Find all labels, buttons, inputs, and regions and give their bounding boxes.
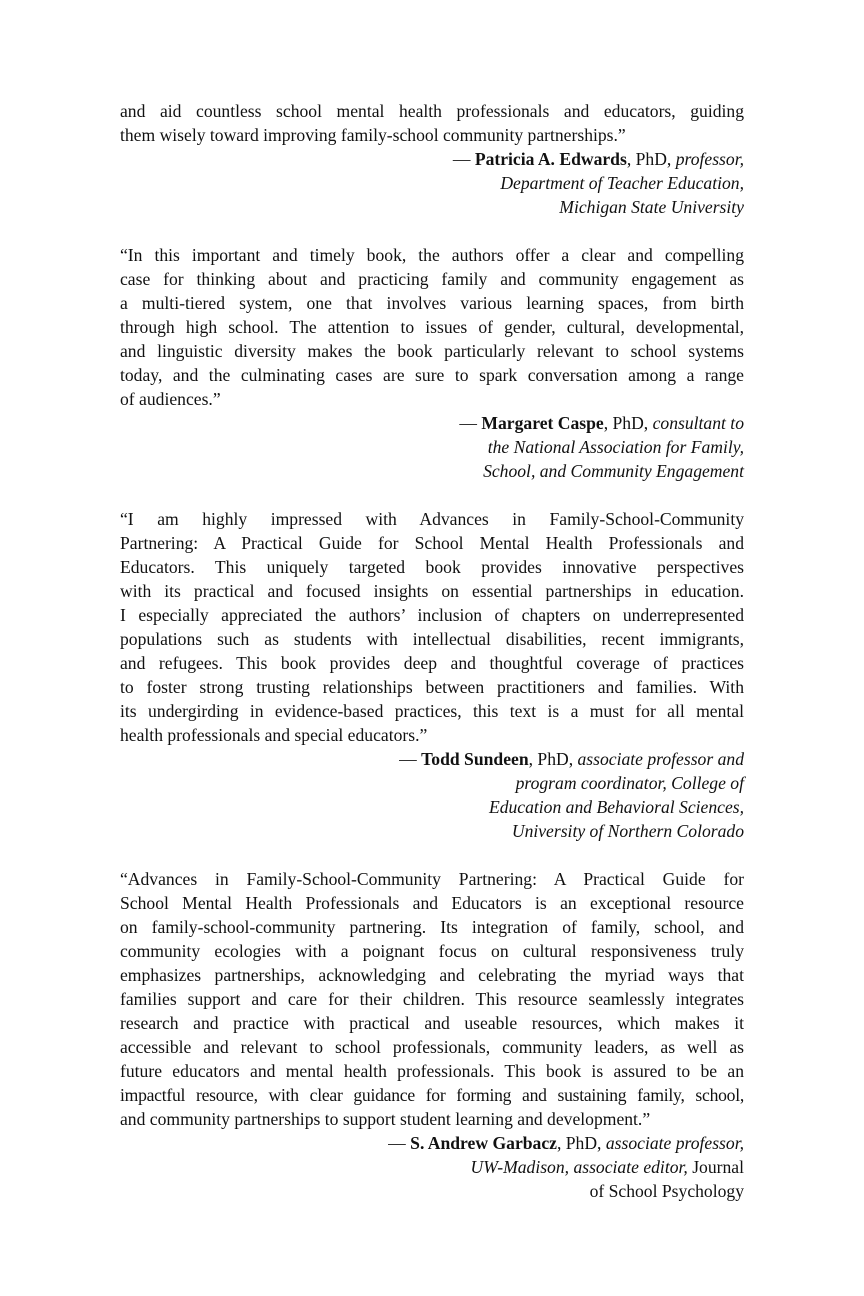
author-name: Todd Sundeen	[421, 749, 529, 769]
blurb-paragraph	[120, 99, 744, 147]
em-dash: —	[399, 749, 422, 769]
paragraph-line: and refugees. This book provides deep and thoughtful coverage of practices	[120, 653, 744, 673]
paragraph-line: “I am highly impressed with Advances in Family-School-Community	[120, 509, 744, 529]
blurb-margaret-caspe	[120, 243, 744, 483]
paragraph-line: today, and the culminating cases are sure to spark conversation among a range	[120, 365, 744, 385]
em-dash: —	[388, 1133, 411, 1153]
paragraph-line: future educators and mental health professionals. This book is assured to be an	[120, 1061, 744, 1081]
paragraph-line: with its practical and focused insights on essential partnerships in education.	[120, 581, 744, 601]
attribution-line	[120, 459, 744, 483]
author-title: associate professor,	[605, 1133, 744, 1153]
author-title: associate professor and	[577, 749, 744, 769]
paragraph-line: School Mental Health Professionals and Educators is an exceptional resource	[120, 893, 744, 913]
paragraph-line: them wisely toward improving family-school community partnerships.”	[120, 125, 626, 145]
paragraph-line: Partnering: A Practical Guide for School Mental Health Professionals and	[120, 533, 744, 553]
author-name: S. Andrew Garbacz	[410, 1133, 557, 1153]
attribution-line	[120, 1155, 744, 1179]
paragraph-line: on family-school-community partnering. Its integration of family, school, and	[120, 917, 744, 937]
author-title: consultant to	[652, 413, 744, 433]
attribution	[120, 411, 744, 435]
paragraph-line: community ecologies with a poignant focus on cultural responsiveness truly	[120, 941, 744, 961]
em-dash: —	[452, 149, 475, 169]
attribution	[120, 1131, 744, 1155]
paragraph-line: case for thinking about and practicing family and community engagement as	[120, 269, 744, 289]
blurb-paragraph	[120, 867, 744, 1131]
author-name: Patricia A. Edwards	[474, 149, 627, 169]
paragraph-line: to foster strong trusting relationships between practitioners and families. With	[120, 677, 744, 697]
author-affiliation: Department of Teacher Education,	[500, 173, 744, 193]
attribution-line	[120, 435, 744, 459]
author-affiliation: School, and Community Engagement	[483, 461, 744, 481]
attribution	[120, 747, 744, 771]
paragraph-line: its undergirding in evidence-based practices, this text is a must for all mental	[120, 701, 744, 721]
text-column	[120, 99, 744, 1227]
author-affiliation: UW-Madison, associate editor,	[470, 1157, 688, 1177]
paragraph-line: populations such as students with intellectual disabilities, recent immigrants,	[120, 629, 744, 649]
journal-name: of School Psychology	[589, 1181, 744, 1201]
author-degree: , PhD,	[603, 413, 653, 433]
attribution-line	[120, 819, 744, 843]
paragraph-line: health professionals and special educators.”	[120, 725, 428, 745]
attribution-line	[120, 195, 744, 219]
author-affiliation: the National Association for Family,	[487, 437, 744, 457]
paragraph-line: emphasizes partnerships, acknowledging and celebrating the myriad ways that	[120, 965, 744, 985]
author-affiliation: Michigan State University	[559, 197, 744, 217]
blurb-paragraph	[120, 243, 744, 411]
paragraph-line: a multi-tiered system, one that involves various learning spaces, from birth	[120, 293, 744, 313]
paragraph-line: and linguistic diversity makes the book particularly relevant to school systems	[120, 341, 744, 361]
em-dash: —	[459, 413, 482, 433]
paragraph-line: “Advances in Family-School-Community Partnering: A Practical Guide for	[120, 869, 744, 889]
author-degree: , PhD,	[528, 749, 578, 769]
paragraph-line: research and practice with practical and useable resources, which makes it	[120, 1013, 744, 1033]
paragraph-line: of audiences.”	[120, 389, 221, 409]
paragraph-line: families support and care for their children. This resource seamlessly integrates	[120, 989, 744, 1009]
attribution	[120, 147, 744, 171]
blurb-s-andrew-garbacz	[120, 867, 744, 1203]
blurb-patricia-edwards	[120, 99, 744, 219]
blurb-paragraph	[120, 507, 744, 747]
author-affiliation: University of Northern Colorado	[511, 821, 744, 841]
paragraph-line: through high school. The attention to issues of gender, cultural, developmental,	[120, 317, 744, 337]
attribution-line	[120, 771, 744, 795]
attribution-line	[120, 171, 744, 195]
paragraph-line: and aid countless school mental health professionals and educators, guiding	[120, 101, 744, 121]
journal-name: Journal	[692, 1157, 744, 1177]
paragraph-line: “In this important and timely book, the authors offer a clear and compelling	[120, 245, 744, 265]
attribution-line	[120, 1179, 744, 1203]
paragraph-line: Educators. This uniquely targeted book provides innovative perspectives	[120, 557, 744, 577]
paragraph-line: and community partnerships to support student learning and development.”	[120, 1109, 651, 1129]
attribution-line	[120, 795, 744, 819]
author-affiliation: Education and Behavioral Sciences,	[488, 797, 744, 817]
paragraph-line: accessible and relevant to school professionals, community leaders, as well as	[120, 1037, 744, 1057]
paragraph-line: impactful resource, with clear guidance for forming and sustaining family, school,	[120, 1085, 744, 1105]
author-degree: , PhD,	[626, 149, 676, 169]
paragraph-line: I especially appreciated the authors’ inclusion of chapters on underrepresented	[120, 605, 744, 625]
author-affiliation: program coordinator, College of	[515, 773, 744, 793]
author-degree: , PhD,	[556, 1133, 606, 1153]
author-title: professor,	[675, 149, 744, 169]
blurb-todd-sundeen	[120, 507, 744, 843]
author-name: Margaret Caspe	[481, 413, 604, 433]
